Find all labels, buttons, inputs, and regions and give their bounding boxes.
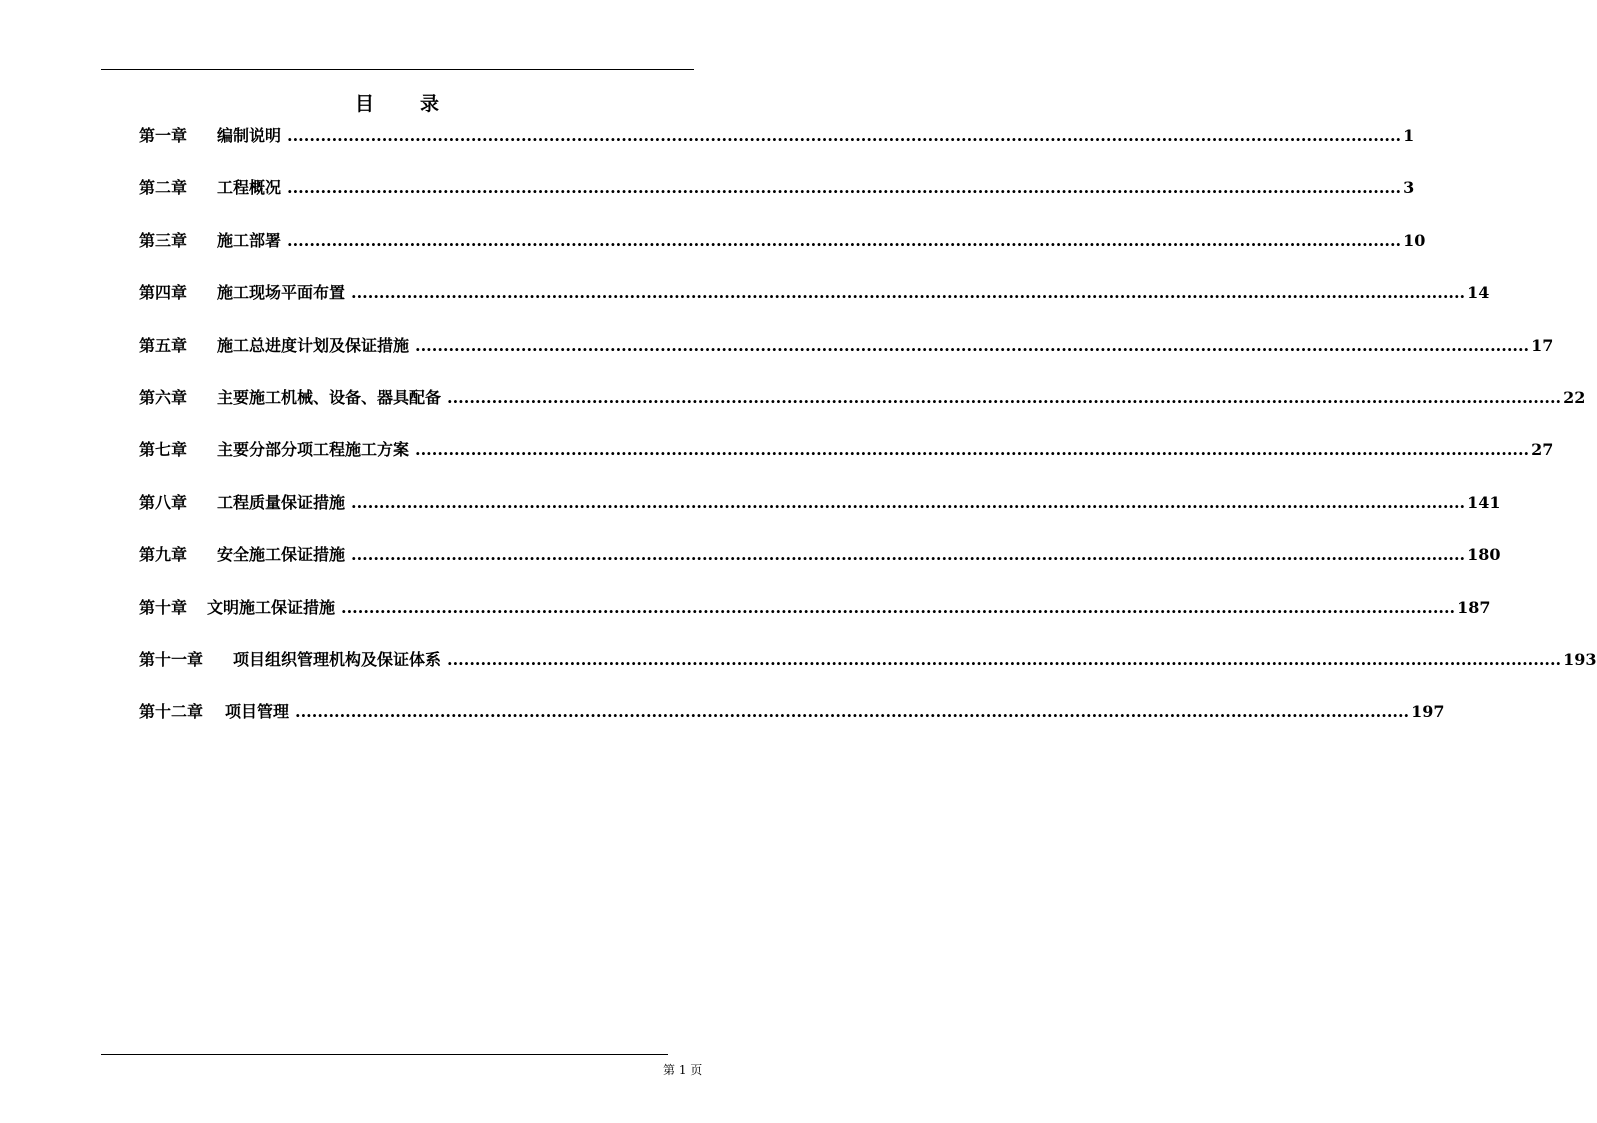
toc-entry-page: 14 <box>1467 283 1490 303</box>
toc-entry-chapter: 第八章 <box>139 492 188 512</box>
toc-entry[interactable] <box>139 645 1597 697</box>
toc-entry[interactable] <box>139 593 1491 645</box>
toc-entry-title: 项目组织管理机构及保证体系 <box>233 649 442 669</box>
toc-entry-page: 27 <box>1531 440 1554 460</box>
toc-entry-page: 3 <box>1403 178 1415 198</box>
toc-entry[interactable] <box>139 697 1445 749</box>
toc-entry-chapter: 第九章 <box>139 545 188 565</box>
toc-entry[interactable] <box>139 540 1501 592</box>
toc-entry-title: 项目管理 <box>225 702 290 722</box>
toc-entry[interactable] <box>139 435 1554 487</box>
toc-dot-leader: ........................................................................................................................................................................................................ <box>351 492 1466 512</box>
toc-dot-leader: ........................................................................................................................................................................................................ <box>415 440 1530 460</box>
toc-entry-page: 1 <box>1403 126 1415 145</box>
toc-entry-title: 安全施工保证措施 <box>217 545 346 565</box>
toc-entry-title: 主要分部分项工程施工方案 <box>217 440 410 460</box>
toc-entry[interactable] <box>139 331 1554 383</box>
toc-dot-leader: ........................................................................................................................................................................................................ <box>287 126 1402 145</box>
toc-entry-page: 187 <box>1457 597 1491 617</box>
toc-entry-chapter: 第十一章 <box>139 649 204 669</box>
footer-rule <box>101 1054 668 1055</box>
toc-entry[interactable] <box>139 121 1415 173</box>
toc-dot-leader: ........................................................................................................................................................................................................ <box>447 387 1562 407</box>
toc-entry-chapter: 第十二章 <box>139 702 204 722</box>
toc-entry-title: 施工部署 <box>217 230 282 250</box>
toc-entry-chapter: 第六章 <box>139 387 188 407</box>
header-rule <box>101 69 694 70</box>
toc-entry-page: 141 <box>1467 492 1501 512</box>
toc-entry-chapter: 第五章 <box>139 335 188 355</box>
toc-title-char-2: 录 <box>420 93 440 115</box>
toc-entry-page: 180 <box>1467 545 1501 565</box>
toc-entry-title: 编制说明 <box>217 126 282 145</box>
toc-entry[interactable] <box>139 278 1490 330</box>
toc-entry-chapter: 第二章 <box>139 178 188 198</box>
toc-dot-leader: ........................................................................................................................................................................................................ <box>447 649 1562 669</box>
toc-entry-title: 施工现场平面布置 <box>217 283 346 303</box>
toc-entry-page: 22 <box>1563 387 1586 407</box>
toc-entry[interactable] <box>139 226 1426 278</box>
toc-dot-leader: ........................................................................................................................................................................................................ <box>351 283 1466 303</box>
toc-dot-leader: ........................................................................................................................................................................................................ <box>295 702 1410 722</box>
toc-dot-leader: ........................................................................................................................................................................................................ <box>415 335 1530 355</box>
toc-entry-title: 文明施工保证措施 <box>207 597 336 617</box>
toc-title-char-1: 目 <box>354 93 374 115</box>
toc-entry-page: 17 <box>1531 335 1554 355</box>
toc-entry-chapter: 第十章 <box>139 597 188 617</box>
toc-list <box>139 121 1597 750</box>
toc-entry-page: 197 <box>1411 702 1445 722</box>
toc-entry-chapter: 第一章 <box>139 126 188 145</box>
toc-entry-chapter: 第三章 <box>139 230 188 250</box>
toc-entry[interactable] <box>139 488 1501 540</box>
toc-entry[interactable] <box>139 173 1415 225</box>
toc-entry-title: 施工总进度计划及保证措施 <box>217 335 410 355</box>
toc-entry-chapter: 第七章 <box>139 440 188 460</box>
toc-entry-chapter: 第四章 <box>139 283 188 303</box>
toc-entry-title: 主要施工机械、设备、器具配备 <box>217 387 442 407</box>
toc-entry[interactable] <box>139 383 1586 435</box>
toc-entry-page: 10 <box>1403 230 1426 250</box>
toc-dot-leader: ........................................................................................................................................................................................................ <box>287 178 1402 198</box>
toc-dot-leader: ........................................................................................................................................................................................................ <box>351 545 1466 565</box>
toc-entry-title: 工程概况 <box>217 178 282 198</box>
toc-dot-leader: ........................................................................................................................................................................................................ <box>341 597 1456 617</box>
toc-entry-title: 工程质量保证措施 <box>217 492 346 512</box>
toc-entry-page: 193 <box>1563 649 1597 669</box>
toc-dot-leader: ........................................................................................................................................................................................................ <box>287 230 1402 250</box>
footer-page-number: 第 1 页 <box>663 1063 703 1077</box>
toc-title <box>0 92 794 116</box>
